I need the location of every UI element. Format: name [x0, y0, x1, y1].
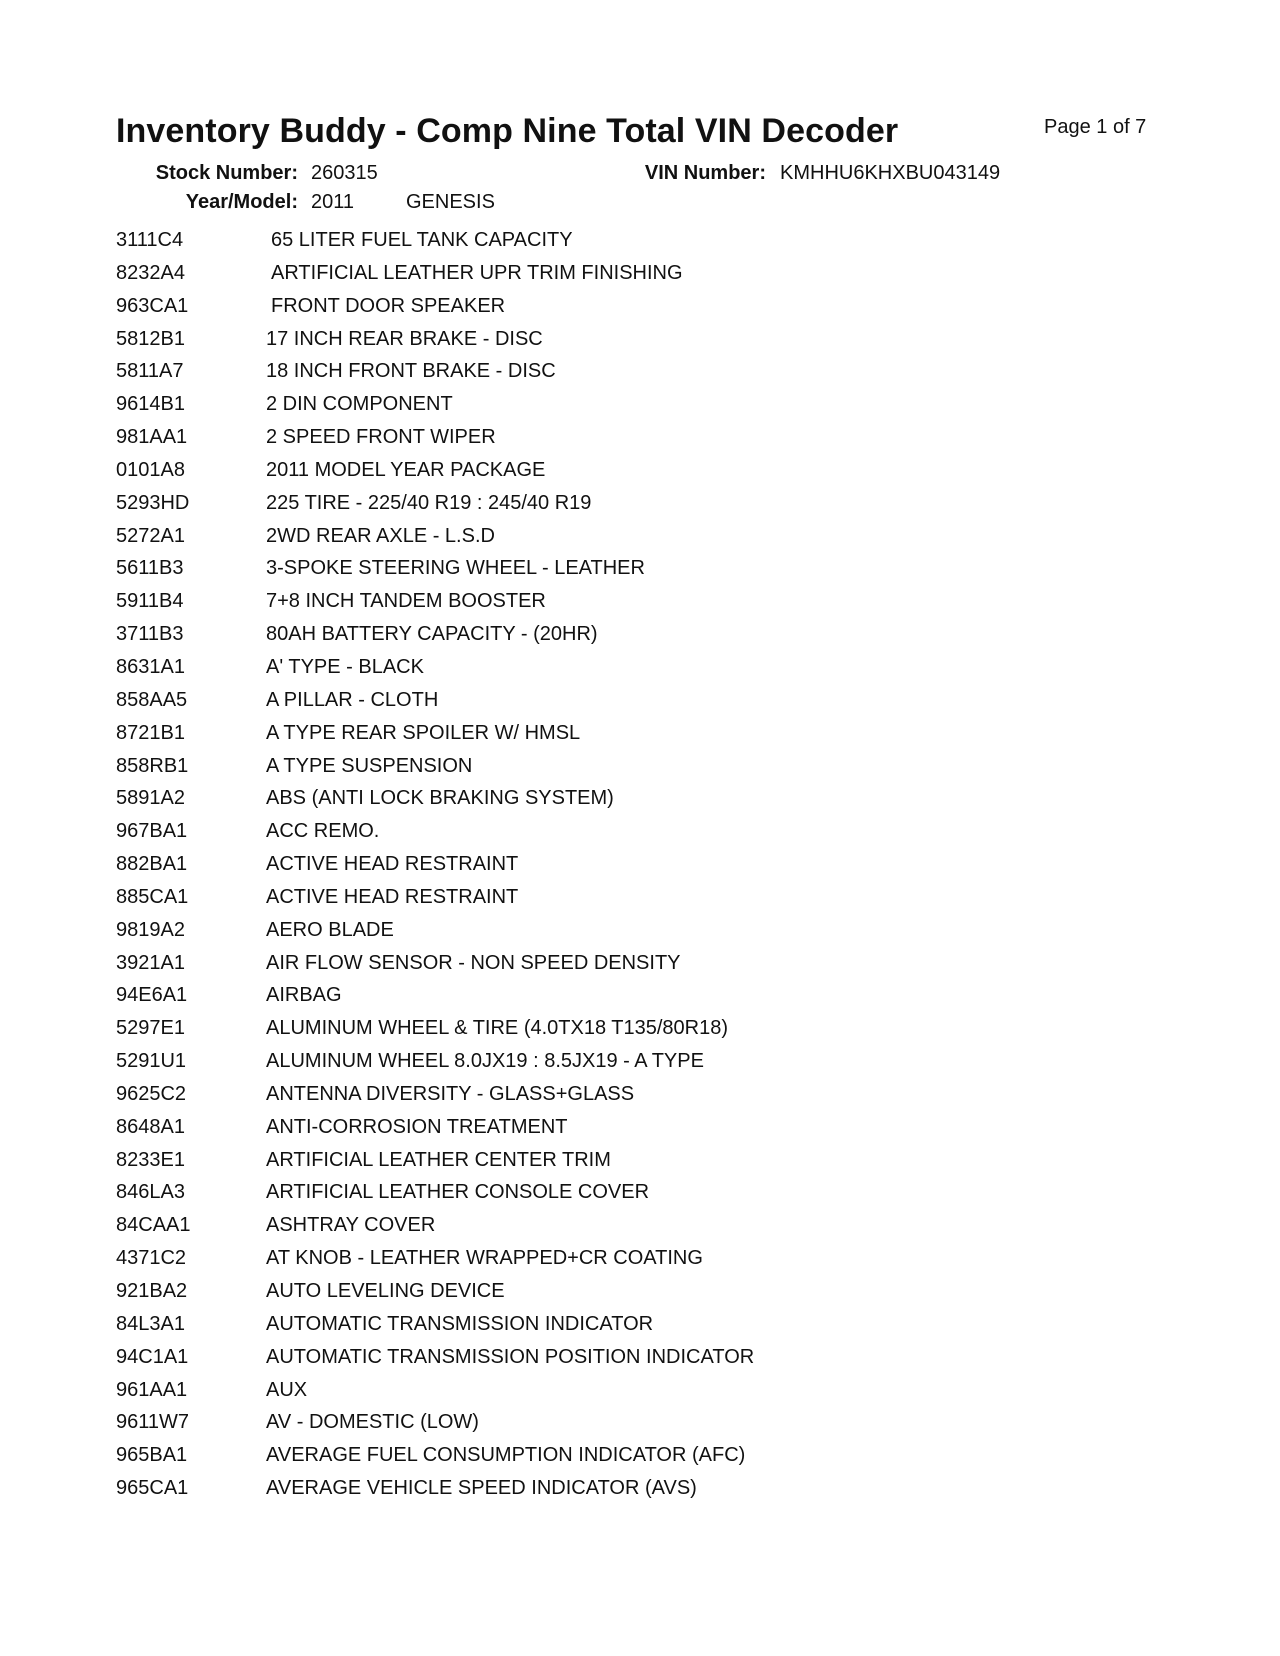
option-description: 2WD REAR AXLE - L.S.D [266, 524, 495, 547]
option-code: 5811A7 [116, 360, 184, 383]
option-row [116, 262, 1016, 295]
option-row [116, 623, 1016, 656]
option-code: 5291U1 [116, 1050, 187, 1073]
option-code: 5272A1 [116, 524, 185, 547]
option-code: 9819A2 [116, 918, 185, 941]
option-description: ARTIFICIAL LEATHER UPR TRIM FINISHING [271, 261, 683, 284]
option-row [116, 1280, 1016, 1313]
option-code: 921BA2 [116, 1280, 188, 1302]
option-code: 3921A1 [116, 951, 185, 974]
option-row [116, 1411, 1016, 1444]
option-code: 961AA1 [116, 1378, 188, 1401]
option-description: ARTIFICIAL LEATHER CENTER TRIM [266, 1148, 611, 1171]
option-row [116, 492, 1016, 525]
option-row [116, 393, 1016, 426]
option-code: 8233E1 [116, 1148, 185, 1171]
option-description: FRONT DOOR SPEAKER [271, 294, 506, 317]
option-code: 9611W7 [116, 1411, 190, 1434]
option-row [116, 229, 1016, 262]
option-code: 5891A2 [116, 787, 185, 810]
option-row [116, 984, 1016, 1017]
option-row [116, 1346, 1016, 1379]
option-row [116, 557, 1016, 590]
year-value: 2011 [311, 191, 355, 213]
option-row [116, 1214, 1016, 1247]
report-title: Inventory Buddy - Comp Nine Total VIN Decoder [116, 112, 899, 150]
option-code: 5812B1 [116, 327, 185, 350]
stock-number-label: Stock Number: [155, 162, 298, 184]
option-description: 65 LITER FUEL TANK CAPACITY [271, 229, 573, 251]
option-row [116, 426, 1016, 459]
option-row [116, 755, 1016, 788]
option-description: 2 SPEED FRONT WIPER [266, 426, 496, 449]
option-description: 2011 MODEL YEAR PACKAGE [266, 458, 546, 481]
option-description: AUX [266, 1378, 308, 1401]
option-row [116, 787, 1016, 820]
option-row [116, 853, 1016, 886]
option-description: AVERAGE FUEL CONSUMPTION INDICATOR (AFC) [266, 1444, 746, 1467]
option-code: 858AA5 [116, 688, 188, 711]
option-code: 858RB1 [116, 754, 189, 777]
year-model-label: Year/Model: [185, 191, 298, 213]
option-row [116, 1181, 1016, 1214]
option-description: AVERAGE VEHICLE SPEED INDICATOR (AVS) [266, 1477, 697, 1500]
option-description: ASHTRAY COVER [266, 1214, 436, 1237]
option-code: 3111C4 [116, 229, 184, 251]
option-description: ACTIVE HEAD RESTRAINT [266, 885, 519, 908]
option-description: ANTI-CORROSION TREATMENT [266, 1115, 568, 1138]
stock-number-value: 260315 [311, 162, 378, 184]
option-row [116, 919, 1016, 952]
option-code: 9625C2 [116, 1082, 187, 1105]
option-description: A' TYPE - BLACK [266, 655, 424, 678]
option-code: 5611B3 [116, 557, 184, 580]
option-row [116, 360, 1016, 393]
option-code: 3711B3 [116, 623, 184, 646]
option-code: 8648A1 [116, 1115, 185, 1138]
option-code: 8232A4 [116, 261, 185, 284]
option-code: 965BA1 [116, 1444, 188, 1467]
option-code: 4371C2 [116, 1247, 187, 1270]
option-row [116, 1017, 1016, 1050]
option-row [116, 328, 1016, 361]
option-code: 882BA1 [116, 853, 188, 876]
option-description: 225 TIRE - 225/40 R19 : 245/40 R19 [266, 491, 592, 514]
vin-number-label: VIN Number: [644, 162, 766, 184]
option-code: 9614B1 [116, 393, 185, 416]
option-description: AUTOMATIC TRANSMISSION POSITION INDICATOR [266, 1345, 755, 1368]
option-row [116, 1313, 1016, 1346]
option-description: AERO BLADE [266, 918, 394, 941]
option-code: 5911B4 [116, 590, 184, 613]
model-value: GENESIS [406, 191, 495, 213]
option-code: 5293HD [116, 491, 190, 514]
option-row [116, 1050, 1016, 1083]
option-row [116, 1083, 1016, 1116]
option-description: ARTIFICIAL LEATHER CONSOLE COVER [266, 1181, 650, 1204]
option-description: ALUMINUM WHEEL & TIRE (4.0TX18 T135/80R18) [266, 1017, 729, 1040]
option-code: 84CAA1 [116, 1214, 191, 1237]
option-description: AV - DOMESTIC (LOW) [266, 1411, 479, 1434]
option-code: 5297E1 [116, 1017, 185, 1040]
option-description: ANTENNA DIVERSITY - GLASS+GLASS [266, 1082, 635, 1105]
option-description: A TYPE REAR SPOILER W/ HMSL [266, 721, 581, 744]
option-description: AIRBAG [266, 984, 342, 1007]
page-number: Page 1 of 7 [1044, 116, 1147, 138]
option-description: ACTIVE HEAD RESTRAINT [266, 853, 519, 876]
vin-number-value: KMHHU6KHXBU043149 [780, 162, 1001, 184]
option-description: 80AH BATTERY CAPACITY - (20HR) [266, 623, 598, 646]
option-code: 84L3A1 [116, 1312, 185, 1335]
option-row [116, 1247, 1016, 1280]
option-code: 94E6A1 [116, 984, 188, 1007]
option-row [116, 1149, 1016, 1182]
option-code: 846LA3 [116, 1181, 185, 1204]
option-row [116, 722, 1016, 755]
option-code: 981AA1 [116, 426, 188, 449]
option-code: 963CA1 [116, 294, 189, 317]
option-code: 8631A1 [116, 655, 185, 678]
option-description: ABS (ANTI LOCK BRAKING SYSTEM) [266, 787, 614, 810]
option-row [116, 459, 1016, 492]
option-row [116, 689, 1016, 722]
option-code: 967BA1 [116, 820, 188, 843]
option-row [116, 1379, 1016, 1412]
option-description: ACC REMO. [266, 820, 380, 843]
option-description: AT KNOB - LEATHER WRAPPED+CR COATING [266, 1247, 703, 1270]
option-row [116, 820, 1016, 853]
option-row [116, 1477, 1016, 1510]
option-description: AUTO LEVELING DEVICE [266, 1280, 505, 1302]
option-row [116, 1444, 1016, 1477]
option-description: 3-SPOKE STEERING WHEEL - LEATHER [266, 557, 645, 580]
option-description: 17 INCH REAR BRAKE - DISC [266, 327, 543, 350]
option-row [116, 295, 1016, 328]
option-description: 2 DIN COMPONENT [266, 393, 453, 416]
option-row [116, 525, 1016, 558]
option-description: 18 INCH FRONT BRAKE - DISC [266, 360, 556, 383]
option-code: 885CA1 [116, 885, 189, 908]
option-description: AIR FLOW SENSOR - NON SPEED DENSITY [266, 951, 681, 974]
option-description: A TYPE SUSPENSION [266, 754, 473, 777]
option-row [116, 1116, 1016, 1149]
option-row [116, 590, 1016, 623]
option-code: 8721B1 [116, 721, 185, 744]
option-description: AUTOMATIC TRANSMISSION INDICATOR [266, 1312, 654, 1335]
option-code: 0101A8 [116, 458, 185, 481]
option-code: 94C1A1 [116, 1345, 189, 1368]
option-row [116, 952, 1016, 985]
option-description: ALUMINUM WHEEL 8.0JX19 : 8.5JX19 - A TYPE [266, 1050, 704, 1073]
option-description: A PILLAR - CLOTH [266, 688, 439, 711]
option-code-list [116, 229, 1016, 1510]
option-description: 7+8 INCH TANDEM BOOSTER [266, 590, 546, 613]
option-row [116, 886, 1016, 919]
option-code: 965CA1 [116, 1477, 189, 1500]
option-row [116, 656, 1016, 689]
